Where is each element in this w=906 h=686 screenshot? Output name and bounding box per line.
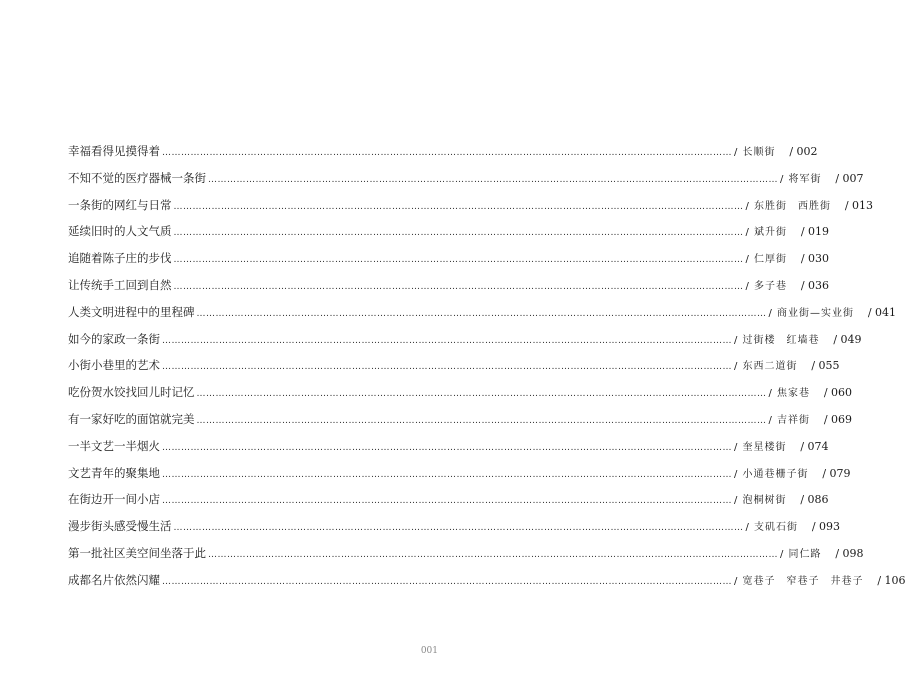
toc-entry[interactable] <box>68 491 829 518</box>
toc-entry-location: / 焦家巷 <box>768 388 811 400</box>
toc-entry[interactable] <box>68 197 874 224</box>
toc-entry-page: / 041 <box>867 305 897 319</box>
dot-leader: ……………………………………………………………………………………………………………………………………………………………… <box>173 255 744 266</box>
toc-entry-location: / 小通巷栅子街 <box>734 468 809 480</box>
toc-entry-title: 人类文明进程中的里程碑 <box>68 304 195 319</box>
dot-leader: ……………………………………………………………………………………………………………………………………………………………… <box>196 389 767 400</box>
toc-entry-page: / 069 <box>823 412 853 426</box>
toc-entry-title: 吃份贺水饺找回儿时记忆 <box>68 385 195 400</box>
toc-entry-page: / 055 <box>811 359 840 373</box>
dot-leader: ……………………………………………………………………………………………………………………………………………………………… <box>162 496 732 507</box>
toc-entry[interactable] <box>68 545 864 572</box>
toc-entry-title: 如今的家政一条街 <box>68 331 160 346</box>
dot-leader: ……………………………………………………………………………………………………………………………………………………………… <box>208 549 778 560</box>
dot-leader: ……………………………………………………………………………………………………………………………………………………………… <box>162 362 732 373</box>
toc-entry-page: / 060 <box>823 386 853 400</box>
toc-entry-title: 在街边开一间小店 <box>68 492 160 507</box>
toc-entry-location: / 仁厚街 <box>745 254 788 266</box>
toc-entry-title: 不知不觉的医疗器械一条街 <box>68 170 206 185</box>
toc-entry-page: / 079 <box>822 466 851 480</box>
toc-entry-page: / 002 <box>789 145 818 158</box>
toc-entry[interactable] <box>68 572 906 599</box>
toc-entry-title: 文艺青年的聚集地 <box>68 465 160 480</box>
toc-entry-title: 小街小巷里的艺术 <box>68 358 160 373</box>
toc-entry-page: / 036 <box>800 278 830 292</box>
toc-entry-page: / 019 <box>800 225 830 239</box>
toc-entry-location: / 宽巷子 窄巷子 井巷子 <box>734 575 864 587</box>
toc-entry-title: 有一家好吃的面馆就完美 <box>68 411 195 426</box>
toc-entry-page: / 007 <box>835 171 864 185</box>
toc-entry-location: / 奎星楼街 <box>734 441 787 453</box>
toc-entry[interactable] <box>68 304 897 331</box>
toc-entry-title: 一条街的网红与日常 <box>68 197 172 212</box>
toc-entry-page: / 013 <box>844 198 874 212</box>
toc-entry[interactable] <box>68 223 830 250</box>
toc-entry-page: / 030 <box>800 252 830 266</box>
toc-entry-page: / 093 <box>811 520 841 534</box>
toc-entry-location: / 吉祥街 <box>768 414 811 426</box>
toc-entry[interactable] <box>68 411 853 438</box>
toc-entry-location: / 斌升街 <box>745 227 788 239</box>
toc-entry[interactable] <box>68 465 851 492</box>
toc-entry-location: / 商业街—实业街 <box>768 307 855 319</box>
toc-entry[interactable] <box>68 143 818 170</box>
toc-entry-title: 一半文艺一半烟火 <box>68 438 160 453</box>
toc-entry-title: 让传统手工回到自然 <box>68 277 172 292</box>
toc-entry-location: / 泡桐树街 <box>734 495 787 507</box>
dot-leader: ……………………………………………………………………………………………………………………………………………………………… <box>173 201 744 212</box>
toc-entry[interactable] <box>68 518 841 545</box>
toc-entry[interactable] <box>68 384 853 411</box>
toc-entry-location: / 过街楼 红墙巷 <box>734 334 820 346</box>
page-number: 001 <box>420 646 438 656</box>
toc-entry-location: / 东西二道街 <box>734 361 798 373</box>
dot-leader: ……………………………………………………………………………………………………………………………………………………………… <box>162 442 732 453</box>
toc-entry-title: 成都名片依然闪耀 <box>68 572 160 587</box>
toc-entry[interactable] <box>68 250 830 277</box>
toc-entry-location: / 长顺街 <box>734 147 776 158</box>
toc-entry-title: 漫步街头感受慢生活 <box>68 519 172 534</box>
toc-entry-location: / 东胜街 西胜街 <box>745 200 832 212</box>
dot-leader: ……………………………………………………………………………………………………………………………………………………………… <box>162 148 732 158</box>
toc-entry-title: 第一批社区美空间坐落于此 <box>68 545 206 560</box>
dot-leader: ……………………………………………………………………………………………………………………………………………………………… <box>162 335 732 346</box>
toc-entry-location: / 将军街 <box>780 173 822 185</box>
dot-leader: ……………………………………………………………………………………………………………………………………………………………… <box>173 228 744 239</box>
toc-entry[interactable] <box>68 357 840 384</box>
toc-entry-location: / 多子巷 <box>745 280 788 292</box>
toc-entry-page: / 098 <box>835 546 864 560</box>
toc-entry-title: 追随着陈子庄的步伐 <box>68 251 172 266</box>
dot-leader: ……………………………………………………………………………………………………………………………………………………………… <box>162 576 732 587</box>
toc-entry[interactable] <box>68 277 830 304</box>
toc-entry-title: 幸福看得见摸得着 <box>68 144 160 158</box>
toc-entry-page: / 049 <box>833 332 862 346</box>
toc-entry-page: / 074 <box>800 439 829 453</box>
table-of-contents <box>68 143 906 599</box>
toc-entry-title: 延续旧时的人文气质 <box>68 224 172 239</box>
toc-entry[interactable] <box>68 331 862 358</box>
toc-entry[interactable] <box>68 438 829 465</box>
dot-leader: ……………………………………………………………………………………………………………………………………………………………… <box>196 308 767 319</box>
dot-leader: ……………………………………………………………………………………………………………………………………………………………… <box>162 469 732 480</box>
toc-entry-page: / 086 <box>800 493 829 507</box>
toc-entry-page: / 106 <box>877 573 906 587</box>
dot-leader: ……………………………………………………………………………………………………………………………………………………………… <box>208 174 778 185</box>
toc-entry-location: / 支矶石街 <box>745 522 799 534</box>
toc-entry-location: / 同仁路 <box>780 548 822 560</box>
toc-entry[interactable] <box>68 170 864 197</box>
dot-leader: ……………………………………………………………………………………………………………………………………………………………… <box>173 523 744 534</box>
dot-leader: ……………………………………………………………………………………………………………………………………………………………… <box>173 281 744 292</box>
dot-leader: ……………………………………………………………………………………………………………………………………………………………… <box>196 415 767 426</box>
